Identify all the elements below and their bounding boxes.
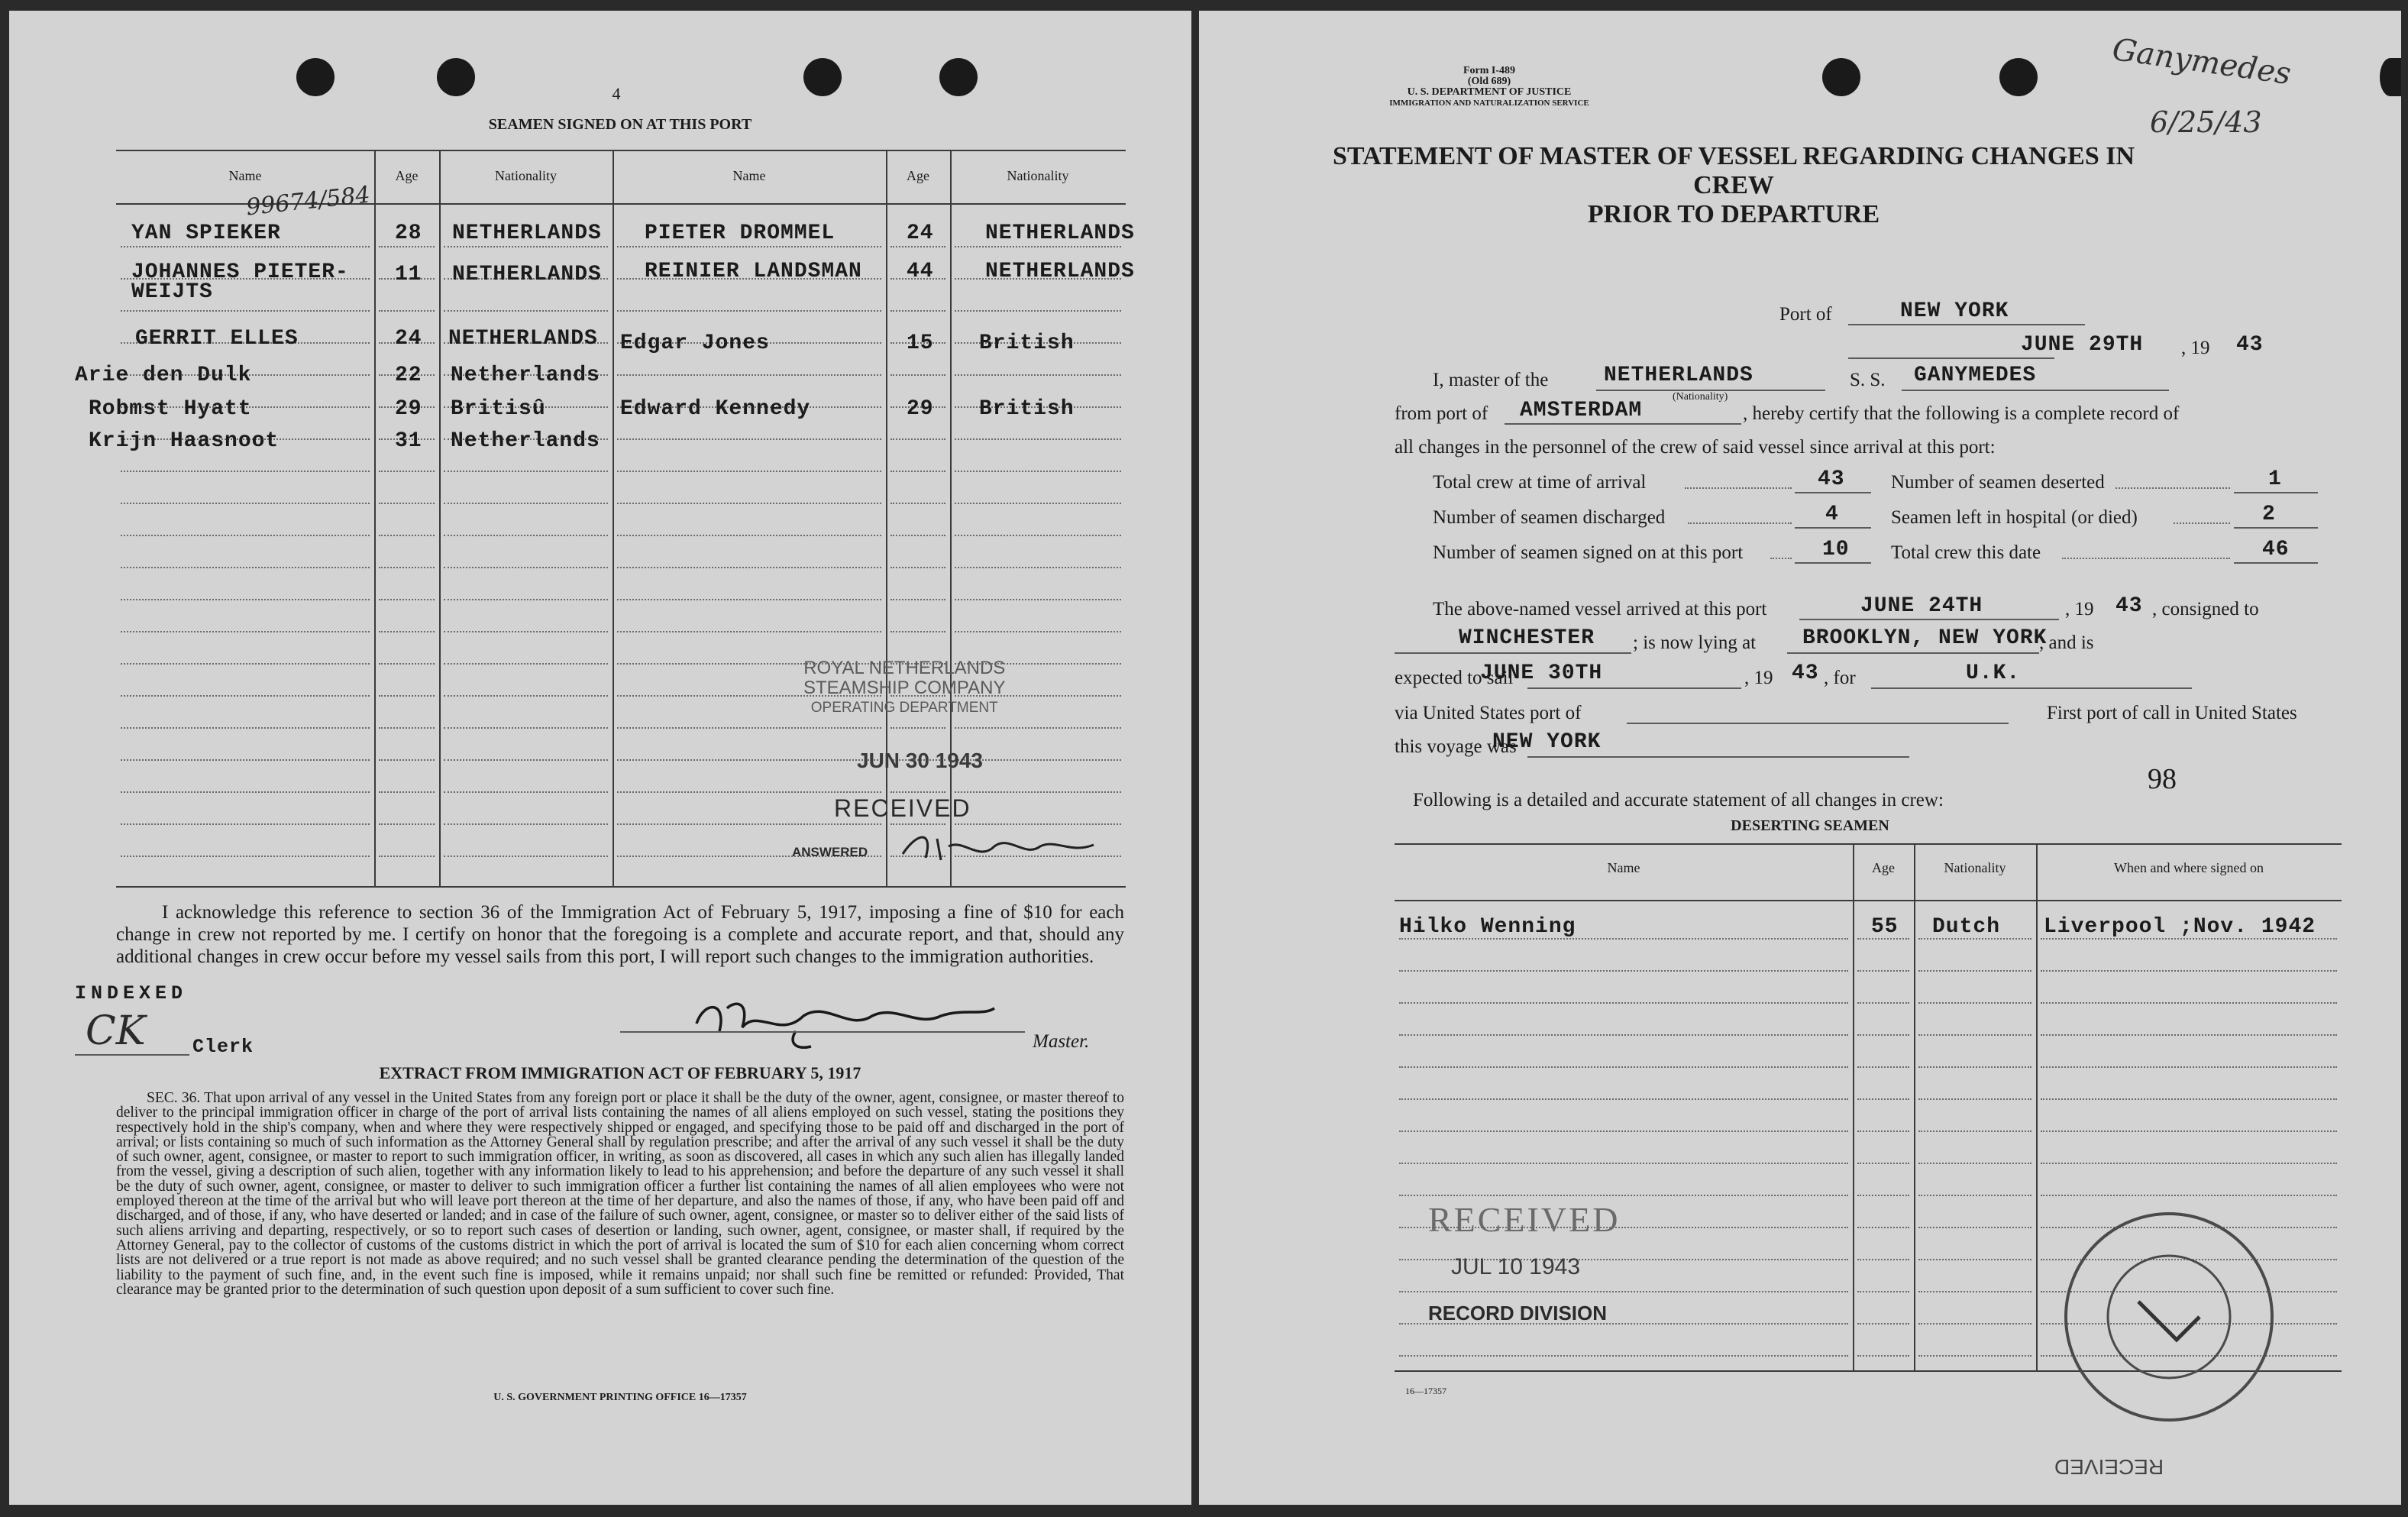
handwritten-date: 6/25/43 <box>2150 105 2262 139</box>
ruling-line <box>444 759 608 761</box>
section-title: SEAMEN SIGNED ON AT THIS PORT <box>488 116 752 133</box>
ruling-line <box>1918 1195 2031 1196</box>
deserted-label: Number of seamen deserted <box>1891 472 2105 493</box>
from-port: AMSTERDAM <box>1520 399 1643 422</box>
ruling-line <box>1857 1066 1909 1068</box>
sail-date: JUNE 30TH <box>1480 661 1603 685</box>
ruling-line <box>121 856 370 857</box>
ruling-line <box>617 246 881 247</box>
ruling-line <box>890 567 945 568</box>
for-label: , for <box>1824 668 1856 688</box>
ruling-line <box>1399 970 1848 972</box>
signed-on-count: 10 <box>1822 538 1850 561</box>
record-division: RECORD DIVISION <box>1428 1302 1608 1325</box>
ruling-line <box>444 567 608 568</box>
ruling-line <box>2041 1002 2337 1004</box>
ruling-line <box>955 503 1121 504</box>
ruling-line <box>2041 1130 2337 1132</box>
ruling-line <box>617 567 881 568</box>
ruling-line <box>379 695 435 697</box>
ruling-line <box>1399 1355 1848 1357</box>
page-number: 4 <box>612 84 621 103</box>
vessel-nationality: NETHERLANDS <box>1604 364 1753 387</box>
seaman-nationality: Britisû <box>451 397 546 421</box>
printing-office: U. S. GOVERNMENT PRINTING OFFICE 16—17357 <box>493 1392 747 1403</box>
ruling-line <box>1857 970 1909 972</box>
ruling-line <box>444 599 608 600</box>
received-stamp: RECEIVED <box>834 794 971 822</box>
ruling-line <box>617 535 881 536</box>
following-label: Following is a detailed and accurate statement of all changes in crew: <box>1413 790 1944 810</box>
consignee: WINCHESTER <box>1459 626 1595 650</box>
form-header: Form I-489 (Old 689) U. S. DEPARTMENT OF JUSTICE IMMIGRATION AND NATURALIZATION SERVICE <box>1389 65 1589 108</box>
ruling-line <box>444 535 608 536</box>
seaman-nationality: NETHERLANDS <box>985 260 1135 283</box>
seaman-name: YAN SPIEKER <box>131 222 281 245</box>
punch-hole <box>1822 58 1860 96</box>
seaman-name: Robmst Hyatt <box>89 397 252 421</box>
year-prefix: , 19 <box>2181 338 2210 358</box>
seaman-name: Edward Kennedy <box>620 397 811 421</box>
seaman-age: 29 <box>907 397 934 421</box>
clerk-label: Clerk <box>192 1036 254 1058</box>
ruling-line <box>890 246 945 247</box>
ruling-line <box>444 695 608 697</box>
seaman-name: REINIER LANDSMAN <box>645 260 862 283</box>
extract-text: SEC. 36. That upon arrival of any vessel in the United States from any foreign port or place it shall be the duty of the owner, agent, consignee, or master thereof to deliver to the principal immigration officer in charge of the port of arrival lists containing the names of all aliens employed on such vessel, stating the positions they respectively hold in the ship's company, when and where they were respectively shipped or engaged, and specifying those to be paid off and discharged in the port of arrival; or lists containing so much of such information as the Attorney General shall by regulation prescribe; and after the arrival of any such vessel it shall be the duty of such owner, agent, consignee, or master to report to such immigration officer, in writing, as soon as discovered, all cases in which any such alien has illegally landed from the vessel, giving a description of such alien, together with any information likely to lead to his apprehension; and before the departure of any such vessel it shall be the duty of such owner, agent, consignee, or master to deliver to such immigration officer a further list containing the names of all alien employees who were not employed thereon at the time of the arrival but who will leave port thereon at the time of her departure, and also the names of those, if any, who have been paid off and discharged, and of those, if any, who have deserted or landed; and in case of the failure of such owner, agent, consignee, or master so to deliver either of the said lists of such aliens arriving and departing, respectively, or so to report such cases of desertion or landing, such owner, agent, consignee, or master shall, if required by the Attorney General, pay to the collector of customs of the customs district in which the port of arrival is located the sum of $10 for each alien concerning whom correct lists are not delivered or a true report is not made as above required; and no such vessel shall be granted clearance pending the determination of the question of the liability to the payment of such fine, and, in the event such fine is imposed, while it remains unpaid; nor shall such fine be remitted or refunded: Provided, That clearance may be granted prior to the determination of such question upon deposit of a sum sufficient to cover such fine. <box>116 1090 1124 1298</box>
ruling-line <box>1918 1291 2031 1292</box>
seaman-age: 15 <box>907 332 934 355</box>
desert-col-age: Age <box>1872 860 1895 875</box>
and-is-label: , and is <box>2039 632 2094 653</box>
received-stamp: RECEIVED <box>1428 1200 1621 1239</box>
first-port: NEW YORK <box>1492 730 1602 754</box>
ruling-line <box>2041 970 2337 972</box>
ruling-line <box>444 310 608 312</box>
right-page <box>1199 11 2401 1505</box>
ruling-line <box>955 471 1121 472</box>
ruling-line <box>1399 1163 1848 1164</box>
ruling-line <box>121 471 370 472</box>
seaman-age: 11 <box>395 263 422 286</box>
from-port-label: from port of <box>1395 403 1488 424</box>
first-port-label: First port of call in United States <box>2047 703 2297 723</box>
ruling-line <box>379 599 435 600</box>
seaman-age: 31 <box>395 429 422 453</box>
master-label: Master. <box>1033 1031 1090 1052</box>
seaman-nationality: Netherlands <box>451 364 600 387</box>
ruling-line <box>1399 1195 1848 1196</box>
expected-label: expected to sail <box>1395 668 1514 688</box>
seaman-age: 28 <box>395 222 422 245</box>
ruling-line <box>1399 1066 1848 1068</box>
ruling-line <box>379 663 435 665</box>
ruling-line <box>890 374 945 376</box>
ruling-line <box>121 503 370 504</box>
ruling-line <box>379 471 435 472</box>
discharged-label: Number of seamen discharged <box>1433 507 1666 528</box>
seaman-nationality: NETHERLANDS <box>452 263 602 286</box>
ruling-line <box>1918 1227 2031 1228</box>
arrived-label: The above-named vessel arrived at this port <box>1433 599 1767 619</box>
punch-hole <box>1999 58 2038 96</box>
ruling-line <box>1399 1002 1848 1004</box>
ruling-line <box>1918 1355 2031 1357</box>
ruling-line <box>890 727 945 729</box>
ruling-line <box>121 310 370 312</box>
circular-seal <box>2039 1187 2291 1439</box>
ruling-line <box>617 791 881 793</box>
master-of-label: I, master of the <box>1433 370 1549 390</box>
ruling-line <box>1918 1066 2031 1068</box>
ruling-line <box>1918 1323 2031 1325</box>
seaman-age: 44 <box>907 260 934 283</box>
ruling-line <box>2041 1163 2337 1164</box>
seaman-nationality: British <box>979 397 1075 421</box>
ruling-line <box>1857 1323 1909 1325</box>
ruling-line <box>444 503 608 504</box>
ruling-line <box>121 823 370 825</box>
master-signature <box>681 985 1002 1054</box>
acknowledgement-text: I acknowledge this reference to section 36 of the Immigration Act of February 5, 1917, imposing a fine of $10 for each change in crew not reported by me. I certify on honor that the foregoing is a complete and accurate report, and that, should any additional changes in crew occur before my vessel sails from this port, I will report such changes to the immigration authorities. <box>116 902 1124 967</box>
total-crew-date-label: Total crew this date <box>1891 542 2041 563</box>
punch-hole <box>939 58 978 96</box>
via-label: via United States port of <box>1395 703 1582 723</box>
clerk-initials: CK <box>86 1008 146 1054</box>
ruling-line <box>617 503 881 504</box>
ruling-line <box>1918 1034 2031 1036</box>
desert-col-nationality: Nationality <box>1944 860 2006 875</box>
seaman-age: 22 <box>395 364 422 387</box>
ruling-line <box>1918 970 2031 972</box>
col-header-nationality: Nationality <box>1007 168 1069 183</box>
page-count: 98 <box>2148 763 2177 795</box>
total-crew-arrival: 43 <box>1818 467 1845 491</box>
nationality-caption: (Nationality) <box>1673 391 1728 403</box>
ruling-line <box>1399 1098 1848 1100</box>
ruling-line <box>955 727 1121 729</box>
seaman-name: Krijn Haasnoot <box>89 429 280 453</box>
ruling-line <box>617 374 881 376</box>
answered-label: ANSWERED <box>792 845 868 859</box>
ruling-line <box>617 310 881 312</box>
ruling-line <box>121 663 370 665</box>
signed-on-label: Number of seamen signed on at this port <box>1433 542 1744 563</box>
total-crew-date: 46 <box>2262 538 2290 561</box>
handwritten-vessel-name: Ganymedes <box>2109 31 2293 92</box>
ruling-line <box>1857 1002 1909 1004</box>
ruling-line <box>444 856 608 857</box>
received-stamp-inverted: RECEIVED <box>2054 1455 2164 1479</box>
report-year: 43 <box>2236 333 2264 357</box>
lying-label: ; is now lying at <box>1633 632 1757 653</box>
ruling-line <box>955 535 1121 536</box>
deserted-count: 1 <box>2268 467 2282 491</box>
deserter-nationality: Dutch <box>1932 915 2001 939</box>
ruling-line <box>1857 1291 1909 1292</box>
ruling-line <box>379 727 435 729</box>
ruling-line <box>2041 1066 2337 1068</box>
ruling-line <box>121 727 370 729</box>
lying-at: BROOKLYN, NEW YORK <box>1802 626 2048 650</box>
punch-hole <box>437 58 475 96</box>
col-header-age: Age <box>907 168 929 183</box>
seaman-name: Arie den Dulk <box>75 364 252 387</box>
col-header-nationality: Nationality <box>495 168 557 183</box>
ruling-line <box>617 727 881 729</box>
ruling-line <box>121 631 370 632</box>
answered-signature <box>895 823 1109 869</box>
seaman-nationality: NETHERLANDS <box>985 222 1135 245</box>
ruling-line <box>121 567 370 568</box>
ruling-line <box>890 471 945 472</box>
sail-year-prefix: , 19 <box>1744 668 1773 688</box>
seaman-name: GERRIT ELLES <box>135 327 299 351</box>
destination: U.K. <box>1966 661 2021 685</box>
form-footer: 16—17357 <box>1405 1386 1446 1396</box>
sail-year: 43 <box>1792 661 1819 685</box>
hospital-count: 2 <box>2262 503 2276 526</box>
ruling-line <box>444 471 608 472</box>
ruling-line <box>1857 1130 1909 1132</box>
ruling-line <box>1918 1163 2031 1164</box>
deserter-name: Hilko Wenning <box>1399 915 1576 939</box>
ruling-line <box>444 663 608 665</box>
ruling-line <box>1857 1163 1909 1164</box>
col-header-age: Age <box>395 168 419 183</box>
col-header-name: Name <box>228 168 262 183</box>
ruling-line <box>1918 1002 2031 1004</box>
arrived-year-prefix: , 19 <box>2065 599 2094 619</box>
received-date: JUL 10 1943 <box>1451 1254 1581 1279</box>
port-label: Port of <box>1779 304 1832 325</box>
arrived-year: 43 <box>2115 594 2143 618</box>
deserter-age: 55 <box>1871 915 1899 939</box>
total-crew-arrival-label: Total crew at time of arrival <box>1433 472 1647 493</box>
seaman-nationality: Netherlands <box>451 429 600 453</box>
ruling-line <box>1857 1195 1909 1196</box>
ruling-line <box>955 438 1121 440</box>
ruling-line <box>444 246 608 247</box>
ruling-line <box>1918 1098 2031 1100</box>
punch-hole <box>803 58 842 96</box>
ruling-line <box>955 567 1121 568</box>
ruling-line <box>890 438 945 440</box>
ruling-line <box>955 599 1121 600</box>
ruling-line <box>1857 1098 1909 1100</box>
seaman-name: Edgar Jones <box>620 332 770 355</box>
ruling-line <box>955 374 1121 376</box>
stamp-date: JUN 30 1943 <box>857 749 984 772</box>
ss-label: S. S. <box>1850 370 1886 390</box>
ruling-line <box>890 535 945 536</box>
ruling-line <box>617 759 881 761</box>
ruling-line <box>379 535 435 536</box>
form-title: STATEMENT OF MASTER OF VESSEL REGARDING CHANGES IN CREW PRIOR TO DEPARTURE <box>1332 142 2135 228</box>
report-date: JUNE 29TH <box>2021 333 2144 357</box>
ruling-line <box>1399 1034 1848 1036</box>
ruling-line <box>121 599 370 600</box>
ruling-line <box>890 599 945 600</box>
consigned-label: , consigned to <box>2152 599 2259 619</box>
ruling-line <box>890 631 945 632</box>
ruling-line <box>955 791 1121 793</box>
ruling-line <box>2041 1034 2337 1036</box>
arrived-date: JUNE 24TH <box>1860 594 1983 618</box>
left-page <box>9 11 1191 1505</box>
col-header-name: Name <box>732 168 766 183</box>
seaman-age: 24 <box>907 222 934 245</box>
vessel-name: GANYMEDES <box>1914 364 2037 387</box>
indexed-stamp: INDEXED <box>75 982 188 1004</box>
ruling-line <box>1857 1259 1909 1260</box>
discharged-count: 4 <box>1825 503 1839 526</box>
punch-hole <box>296 58 335 96</box>
ruling-line <box>955 631 1121 632</box>
ruling-line <box>379 823 435 825</box>
ruling-line <box>444 631 608 632</box>
ruling-line <box>379 310 435 312</box>
desert-col-name: Name <box>1607 860 1640 875</box>
deserting-title: DESERTING SEAMEN <box>1731 817 1889 834</box>
ruling-line <box>1857 1355 1909 1357</box>
deserter-signed: Liverpool ;Nov. 1942 <box>2044 915 2316 939</box>
ruling-line <box>1918 1259 2031 1260</box>
seaman-nationality: British <box>979 332 1075 355</box>
ruling-line <box>379 246 435 247</box>
certify-text: , hereby certify that the following is a complete record of <box>1743 403 2180 424</box>
port-value: NEW YORK <box>1900 299 2009 323</box>
ruling-line <box>955 310 1121 312</box>
ruling-line <box>379 759 435 761</box>
ruling-line <box>121 695 370 697</box>
handwritten-ref-number: 99674/584 <box>244 181 372 222</box>
seaman-nationality: NETHERLANDS <box>448 327 598 351</box>
ruling-line <box>1399 1130 1848 1132</box>
extract-title: EXTRACT FROM IMMIGRATION ACT OF FEBRUARY 5, 1917 <box>379 1063 861 1082</box>
punch-hole <box>2380 58 2401 96</box>
seaman-name: JOHANNES PIETER- WEIJTS <box>131 260 349 304</box>
ruling-line <box>1857 1034 1909 1036</box>
ruling-line <box>1399 1291 1848 1292</box>
ruling-line <box>444 727 608 729</box>
ruling-line <box>1918 1130 2031 1132</box>
ruling-line <box>121 791 370 793</box>
ruling-line <box>379 631 435 632</box>
ruling-line <box>617 471 881 472</box>
ruling-line <box>890 310 945 312</box>
seaman-nationality: NETHERLANDS <box>452 222 602 245</box>
hospital-label: Seamen left in hospital (or died) <box>1891 507 2138 528</box>
ruling-line <box>379 791 435 793</box>
ruling-line <box>890 503 945 504</box>
voyage-label: this voyage was <box>1395 736 1517 757</box>
ruling-line <box>617 631 881 632</box>
desert-col-signed: When and where signed on <box>2114 860 2264 875</box>
ruling-line <box>121 759 370 761</box>
ruling-line <box>379 856 435 857</box>
ruling-line <box>1857 1227 1909 1228</box>
company-stamp: ROYAL NETHERLANDS STEAMSHIP COMPANY OPERATING DEPARTMENT <box>803 658 1006 716</box>
seaman-age: 24 <box>395 327 422 351</box>
ruling-line <box>121 246 370 247</box>
ruling-line <box>444 791 608 793</box>
ruling-line <box>444 823 608 825</box>
ruling-line <box>379 503 435 504</box>
ruling-line <box>617 599 881 600</box>
certify-text-2: all changes in the personnel of the crew of said vessel since arrival at this port: <box>1395 437 1996 458</box>
ruling-line <box>955 246 1121 247</box>
seaman-age: 29 <box>395 397 422 421</box>
ruling-line <box>379 567 435 568</box>
ruling-line <box>2041 1098 2337 1100</box>
ruling-line <box>890 791 945 793</box>
ruling-line <box>121 535 370 536</box>
ruling-line <box>617 823 881 825</box>
ruling-line <box>617 438 881 440</box>
seaman-name: PIETER DROMMEL <box>645 222 836 245</box>
